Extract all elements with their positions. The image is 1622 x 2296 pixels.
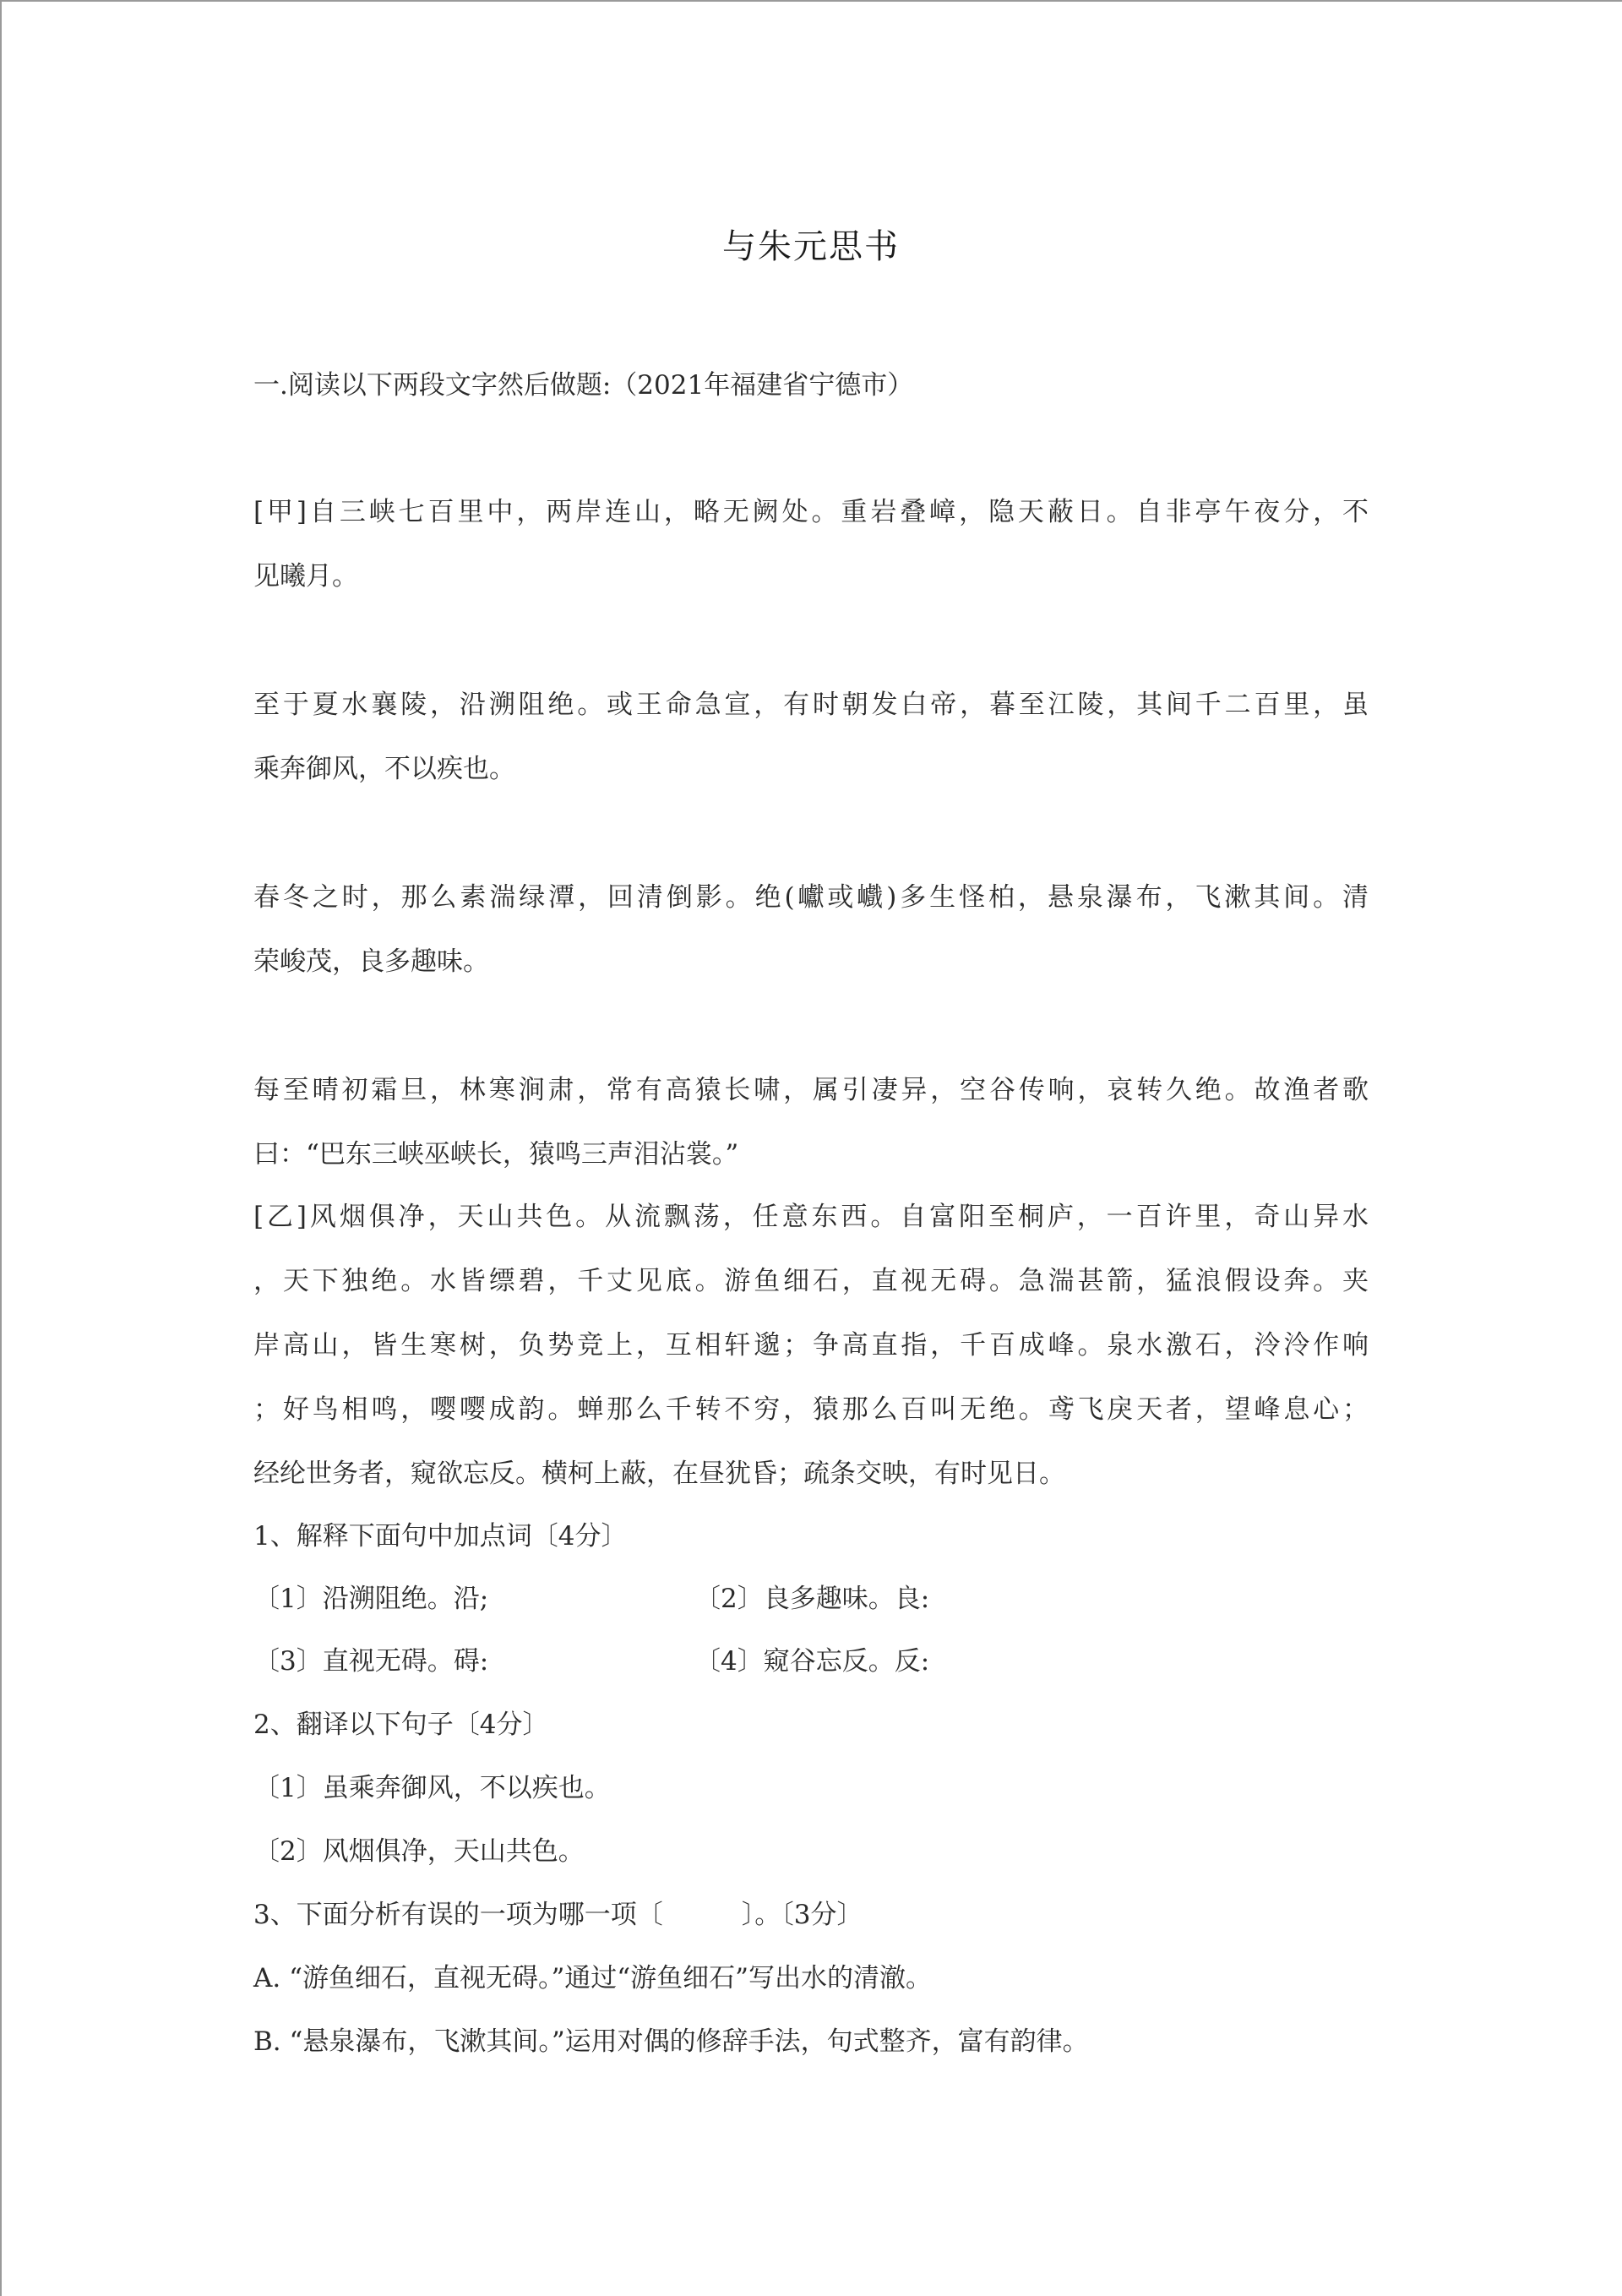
passage-jia-p4-line1: 每至晴初霜旦，林寒涧肃，常有高猿长啸，属引凄异，空谷传响，哀转久绝。故渔者歌 [253, 1075, 1369, 1105]
passage-yi-line3: 岸高山，皆生寒树，负势竞上，互相轩邈；争高直指，千百成峰。泉水激石，泠泠作响 [253, 1330, 1369, 1361]
question-1-item-3: 〔3〕直视无碍。碍: [253, 1646, 489, 1677]
question-1-heading: 1、解释下面句中加点词〔4分〕 [253, 1521, 628, 1552]
passage-jia-p3-line1: 春冬之时，那么素湍绿潭，回清倒影。绝(巘或巇)多生怪柏，悬泉瀑布，飞漱其间。清 [253, 882, 1369, 913]
question-1-item-2: 〔2〕良多趣味。良: [694, 1584, 930, 1614]
passage-jia-p1-line1: [甲]自三峡七百里中，两岸连山，略无阙处。重岩叠嶂，隐天蔽日。自非亭午夜分，不 [253, 497, 1369, 527]
passage-jia-p1-line2: 见曦月。 [253, 561, 358, 592]
question-1-item-1: 〔1〕沿溯阻绝。沿; [253, 1584, 489, 1614]
question-1-item-4: 〔4〕窥谷忘反。反: [694, 1646, 930, 1677]
passage-jia-p2-line2: 乘奔御风，不以疾也。 [253, 754, 515, 784]
question-2-item-2: 〔2〕风烟俱净，天山共色。 [253, 1836, 585, 1867]
passage-jia-p3-line2: 荣峻茂，良多趣味。 [253, 946, 489, 977]
passage-jia-p4-line2: 曰：“巴东三峡巫峡长，猿鸣三声泪沾裳。” [253, 1139, 739, 1170]
passage-yi-line4: ；好鸟相鸣，嘤嘤成韵。蝉那么千转不穷，猿那么百叫无绝。鸢飞戾天者，望峰息心； [253, 1394, 1369, 1425]
passage-yi-line1: [乙]风烟俱净，天山共色。从流飘荡，任意东西。自富阳至桐庐，一百许里，奇山异水 [253, 1202, 1369, 1232]
question-3-option-a: A. “游鱼细石，直视无碍。”通过“游鱼细石”写出水的清澈。 [253, 1963, 932, 1993]
section-heading: 一.阅读以下两段文字然后做题:（2021年福建省宁德市） [253, 370, 914, 401]
question-2-item-1: 〔1〕虽乘奔御风，不以疾也。 [253, 1773, 611, 1803]
question-3-option-b: B. “悬泉瀑布，飞漱其间。”运用对偶的修辞手法，句式整齐，富有韵律。 [253, 2026, 1089, 2057]
question-2-heading: 2、翻译以下句子〔4分〕 [253, 1710, 549, 1740]
passage-yi-line2: ，天下独绝。水皆缥碧，千丈见底。游鱼细石，直视无碍。急湍甚箭，猛浪假设奔。夹 [253, 1266, 1369, 1296]
passage-jia-p2-line1: 至于夏水襄陵，沿溯阻绝。或王命急宣，有时朝发白帝，暮至江陵，其间千二百里，虽 [253, 690, 1369, 720]
document-title: 与朱元思书 [722, 227, 900, 266]
passage-yi-line5: 经纶世务者，窥欲忘反。横柯上蔽，在昼犹昏；疏条交映，有时见日。 [253, 1459, 1065, 1489]
question-3-heading: 3、下面分析有误的一项为哪一项〔 〕。〔3分〕 [253, 1900, 863, 1930]
